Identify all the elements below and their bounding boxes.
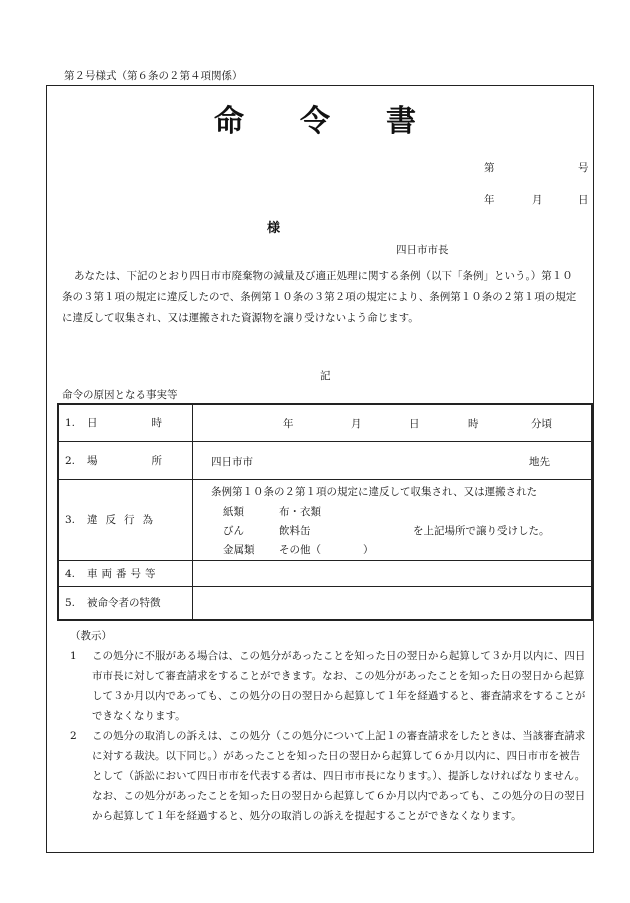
item-can: 飲料缶 — [279, 524, 311, 537]
instruction-item: 2 この処分の取消しの訴えは、この処分（この処分について上記１の審査請求をしたときは、当該審査請求に対する裁決。以下同じ。）があったことを知った日の翌日から起算して６か月以内に、四日市市を被告として（訴訟において四日市市を代表する者は、四日市市長になります。）、提訴しなければなりません。なお、この処分があったことを知った日の翌日から起算して６か月以内であっても、この処分の日の翌日から起算して１年を経過すると、処分の取消しの訴えを提起することができなくなります。 — [70, 730, 586, 822]
row-label-vehicle: 4. 車両番号等 — [58, 560, 193, 586]
facts-table — [57, 403, 593, 621]
table-row — [58, 586, 592, 620]
item-other: その他（ ） — [279, 543, 374, 556]
datetime-hour: 時 — [468, 418, 479, 430]
item-metal: 金属類 — [223, 543, 255, 556]
violation-tail: を上記場所で譲り受けした。 — [413, 524, 550, 537]
instruction-item: 1 この処分に不服がある場合は、この処分があったことを知った日の翌日から起算して３か月以内に、四日市市長に対して審査請求をすることができます。なお、この処分があったことを知った日の翌日から起算して３か月以内であっても、この処分の日の翌日から起算して１年を経過すると、審査請求をすることができなくなります。 — [70, 650, 586, 722]
instruction-heading: （教示） — [70, 630, 112, 642]
violation-line1: 条例第１０条の２第１項の規定に違反して収集され、又は運搬された — [211, 485, 538, 498]
row-label-violation: 3. 違反行為 — [58, 479, 193, 560]
row-label-person: 5. 被命令者の特徴 — [58, 586, 193, 620]
datetime-cell — [193, 404, 593, 441]
issuer-name: 四日市市長 — [396, 244, 449, 256]
document-title: 命令書 — [214, 104, 472, 139]
table-row — [58, 560, 592, 586]
order-body-text: あなたは、下記のとおり四日市市廃棄物の減量及び適正処理に関する条例（以下「条例」という。）第１０条の３第１項の規定に違反したので、条例第１０条の３第２項の規定により、条例第１０条の２第１項の規定に違反して収集され、又は運搬された資源物を譲り受けないよう命じます。 — [62, 270, 577, 324]
datetime-year: 年 — [283, 418, 294, 430]
form-number-label: 第２号様式（第６条の２第４項関係） — [64, 70, 243, 82]
addressee-suffix: 様 — [267, 221, 281, 236]
table-row — [58, 404, 592, 441]
facts-section-label: 命令の原因となる事実等 — [62, 389, 178, 401]
place-suffix: 地先 — [529, 455, 550, 468]
date-day: 日 — [578, 194, 589, 206]
table-row — [58, 479, 592, 560]
vehicle-cell — [193, 560, 593, 586]
person-cell — [193, 586, 593, 620]
number-prefix: 第 — [484, 162, 495, 174]
item-bottle: びん — [223, 524, 244, 537]
datetime-minute: 分頃 — [531, 418, 552, 430]
item-paper: 紙類 — [223, 505, 244, 518]
number-suffix: 号 — [578, 162, 589, 174]
place-city: 四日市市 — [211, 455, 253, 468]
table-row — [58, 441, 592, 479]
violation-cell — [193, 479, 593, 560]
datetime-day: 日 — [409, 418, 420, 430]
date-year: 年 — [484, 194, 495, 206]
place-cell — [193, 441, 593, 479]
datetime-month: 月 — [351, 418, 362, 430]
row-label-datetime: 1. 日 時 — [58, 404, 193, 441]
ki-heading: 記 — [320, 370, 331, 382]
item-cloth: 布・衣類 — [279, 505, 321, 518]
date-month: 月 — [532, 194, 543, 206]
row-label-place: 2. 場 所 — [58, 441, 193, 479]
